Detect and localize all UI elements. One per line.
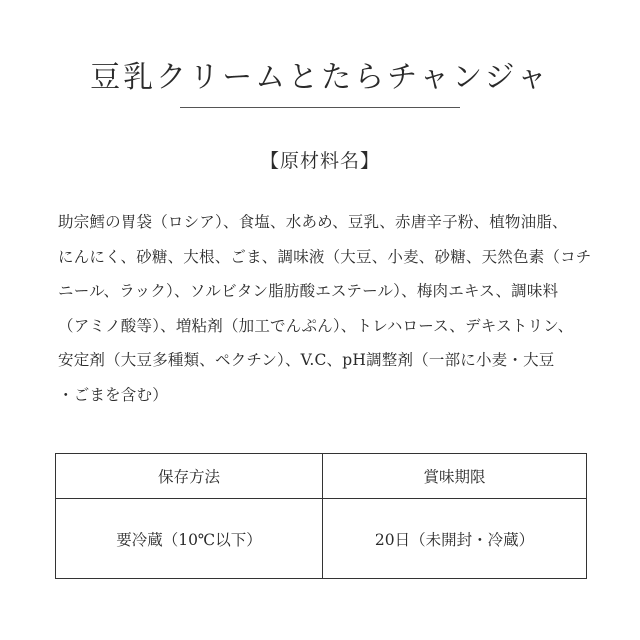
ingredients-line: （アミノ酸等）、増粘剤（加工でんぷん）、トレハロース、デキストリン、 <box>58 316 574 335</box>
storage-method-value: 要冷蔵（10℃以下） <box>116 530 262 549</box>
best-before-value: 20日（未開封・冷蔵） <box>374 530 535 549</box>
storage-method-header: 保存方法 <box>157 468 220 486</box>
ingredients-heading: 【原材料名】 <box>259 150 380 172</box>
ingredients-line: 助宗鱈の胃袋（ロシア）、食塩、水あめ、豆乳、赤唐辛子粉、植物油脂、 <box>58 213 568 231</box>
ingredients-line: ニール、ラック）、ソルビタン脂肪酸エステール）、梅肉エキス、調味料 <box>58 282 559 300</box>
ingredients-line: 安定剤（大豆多種類、ペクチン）、V.C、pH調整剤（一部に小麦・大豆 <box>58 351 555 369</box>
ingredients-list <box>58 205 598 412</box>
ingredients-line: にんにく、砂糖、大根、ごま、調味液（大豆、小麦、砂糖、天然色素（コチ <box>58 247 592 266</box>
storage-table <box>55 453 587 579</box>
title-underline <box>180 107 460 108</box>
best-before-header: 賞味期限 <box>423 468 486 486</box>
ingredients-line: ・ごまを含む） <box>58 385 168 404</box>
product-title: 豆乳クリームとたらチャンジャ <box>90 60 550 95</box>
